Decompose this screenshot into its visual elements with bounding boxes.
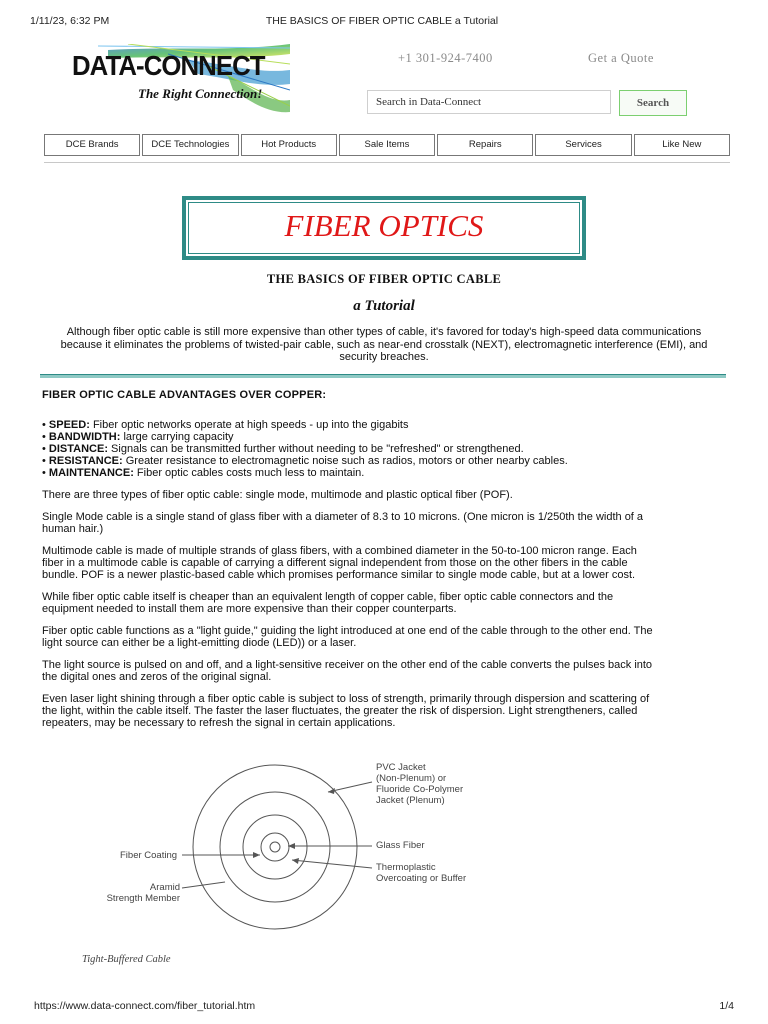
list-item: • DISTANCE: Signals can be transmitted further without needing to be "refreshed" or strengthened. <box>42 443 524 455</box>
article-subtitle: THE BASICS OF FIBER OPTIC CABLE <box>266 272 502 286</box>
page-banner <box>182 196 586 260</box>
advantage-text: Signals can be transmitted further without needing to be "refreshed" or strengthened. <box>108 443 524 455</box>
list-item: • BANDWIDTH: large carrying capacity <box>42 431 234 443</box>
nav-item-repairs[interactable]: Repairs <box>437 134 533 156</box>
paragraph-multimode: Multimode cable is made of multiple strands of glass fibers, with a combined diameter in the 50-to-100 micron range. Each fiber in a multimode cable is capable of carrying a different signal independent from those on the other fibers in the cable bundle. POF is a newer plastic-based cable which promises performance similar to single mode cable, but at a lower cost. <box>42 545 637 581</box>
nav-divider <box>44 162 730 163</box>
print-url: https://www.data-connect.com/fiber_tutorial.htm <box>34 1000 256 1012</box>
label-fiber-coating: Fiber Coating <box>120 850 178 861</box>
label-glass-fiber: Glass Fiber <box>376 840 425 851</box>
list-item: • SPEED: Fiber optic networks operate at high speeds - up into the gigabits <box>42 419 409 431</box>
advantage-term: SPEED: <box>48 419 90 431</box>
paragraph-light-guide: Fiber optic cable functions as a "light guide," guiding the light introduced at one end of the cable through to the other end. The light source can either be a light-emitting diode (LED)) or a laser. <box>42 625 653 649</box>
paragraph-cable-types: There are three types of fiber optic cable: single mode, multimode and plastic optical fiber (POF). <box>42 489 513 501</box>
search-input[interactable]: Search in Data-Connect <box>367 90 611 114</box>
print-datetime: 1/11/23, 6:32 PM <box>30 15 110 27</box>
page-title: FIBER OPTICS <box>188 202 580 254</box>
paragraph-cost: While fiber optic cable itself is cheaper than an equivalent length of copper cable, fiber optic cable connectors and the equipment needed to install them are more expensive than their copper counterparts. <box>42 591 614 615</box>
main-nav <box>44 134 730 156</box>
advantages-list <box>42 419 654 479</box>
advantage-text: Fiber optic cables costs much less to maintain. <box>133 467 365 479</box>
list-item: • RESISTANCE: Greater resistance to electromagnetic noise such as radios, motors or other nearby cables. <box>42 455 568 467</box>
label-pvc-jacket: PVC Jacket (Non-Plenum) or Fluoride Co-Polymer Jacket (Plenum) <box>376 762 464 806</box>
get-quote-link[interactable]: Get a Quote <box>588 51 654 65</box>
advantage-text: large carrying capacity <box>120 431 234 443</box>
article-tagline: a Tutorial <box>353 298 415 314</box>
label-thermoplastic: Thermoplastic Overcoating or Buffer <box>376 862 467 884</box>
label-aramid: Aramid Strength Member <box>106 882 180 904</box>
print-page-number: 1/4 <box>719 1000 734 1012</box>
print-title: THE BASICS OF FIBER OPTIC CABLE a Tutorial <box>265 15 499 27</box>
article-body <box>42 389 654 739</box>
nav-item-dce-brands[interactable]: DCE Brands <box>44 134 140 156</box>
nav-item-dce-technologies[interactable]: DCE Technologies <box>142 134 238 156</box>
advantage-term: DISTANCE: <box>48 443 108 455</box>
site-logo[interactable] <box>68 44 290 114</box>
nav-item-like-new[interactable]: Like New <box>634 134 730 156</box>
paragraph-dispersion: Even laser light shining through a fiber optic cable is subject to loss of strength, primarily through dispersion and scattering of the light, within the cable itself. The faster the laser fluctuates, the greater the risk of dispersion. Light strengtheners, called repeaters, may be necessary to refresh the signal in certain applications. <box>42 693 650 729</box>
section-divider <box>40 374 726 378</box>
paragraph-single-mode: Single Mode cable is a single stand of glass fiber with a diameter of 8.3 to 10 microns. (One micron is 1/250th the width of a human hair.) <box>42 511 644 535</box>
print-header <box>30 15 734 31</box>
cable-diagram <box>60 752 530 972</box>
diagram-caption: Tight-Buffered Cable <box>82 954 171 965</box>
list-item: • MAINTENANCE: Fiber optic cables costs much less to maintain. <box>42 467 365 479</box>
advantage-text: Fiber optic networks operate at high speeds - up into the gigabits <box>89 419 409 431</box>
advantage-term: MAINTENANCE: <box>48 467 134 479</box>
article-intro: Although fiber optic cable is still more expensive than other types of cable, it's favored for today's high-speed data communications because it eliminates the problems of twisted-pair cable, such as near-end crosstalk (NEXT), electromagnetic interference (EMI), and security breaches. <box>60 326 708 363</box>
advantage-text: Greater resistance to electromagnetic noise such as radios, motors or other nearby cables. <box>122 455 568 467</box>
phone-link[interactable]: +1 301-924-7400 <box>398 51 493 65</box>
nav-item-services[interactable]: Services <box>535 134 631 156</box>
paragraph-pulsing: The light source is pulsed on and off, and a light-sensitive receiver on the other end of the cable converts the pulses back into the digital ones and zeros of the original signal. <box>42 659 653 683</box>
nav-item-sale-items[interactable]: Sale Items <box>339 134 435 156</box>
logo-wordmark: DATA-CONNECT <box>72 50 265 81</box>
advantage-term: BANDWIDTH: <box>48 431 121 443</box>
search-button[interactable]: Search <box>619 90 687 116</box>
print-footer <box>34 1000 734 1016</box>
logo-tagline: The Right Connection! <box>138 86 263 101</box>
advantages-heading: FIBER OPTIC CABLE ADVANTAGES OVER COPPER: <box>42 389 327 401</box>
nav-item-hot-products[interactable]: Hot Products <box>241 134 337 156</box>
advantage-term: RESISTANCE: <box>48 455 123 467</box>
